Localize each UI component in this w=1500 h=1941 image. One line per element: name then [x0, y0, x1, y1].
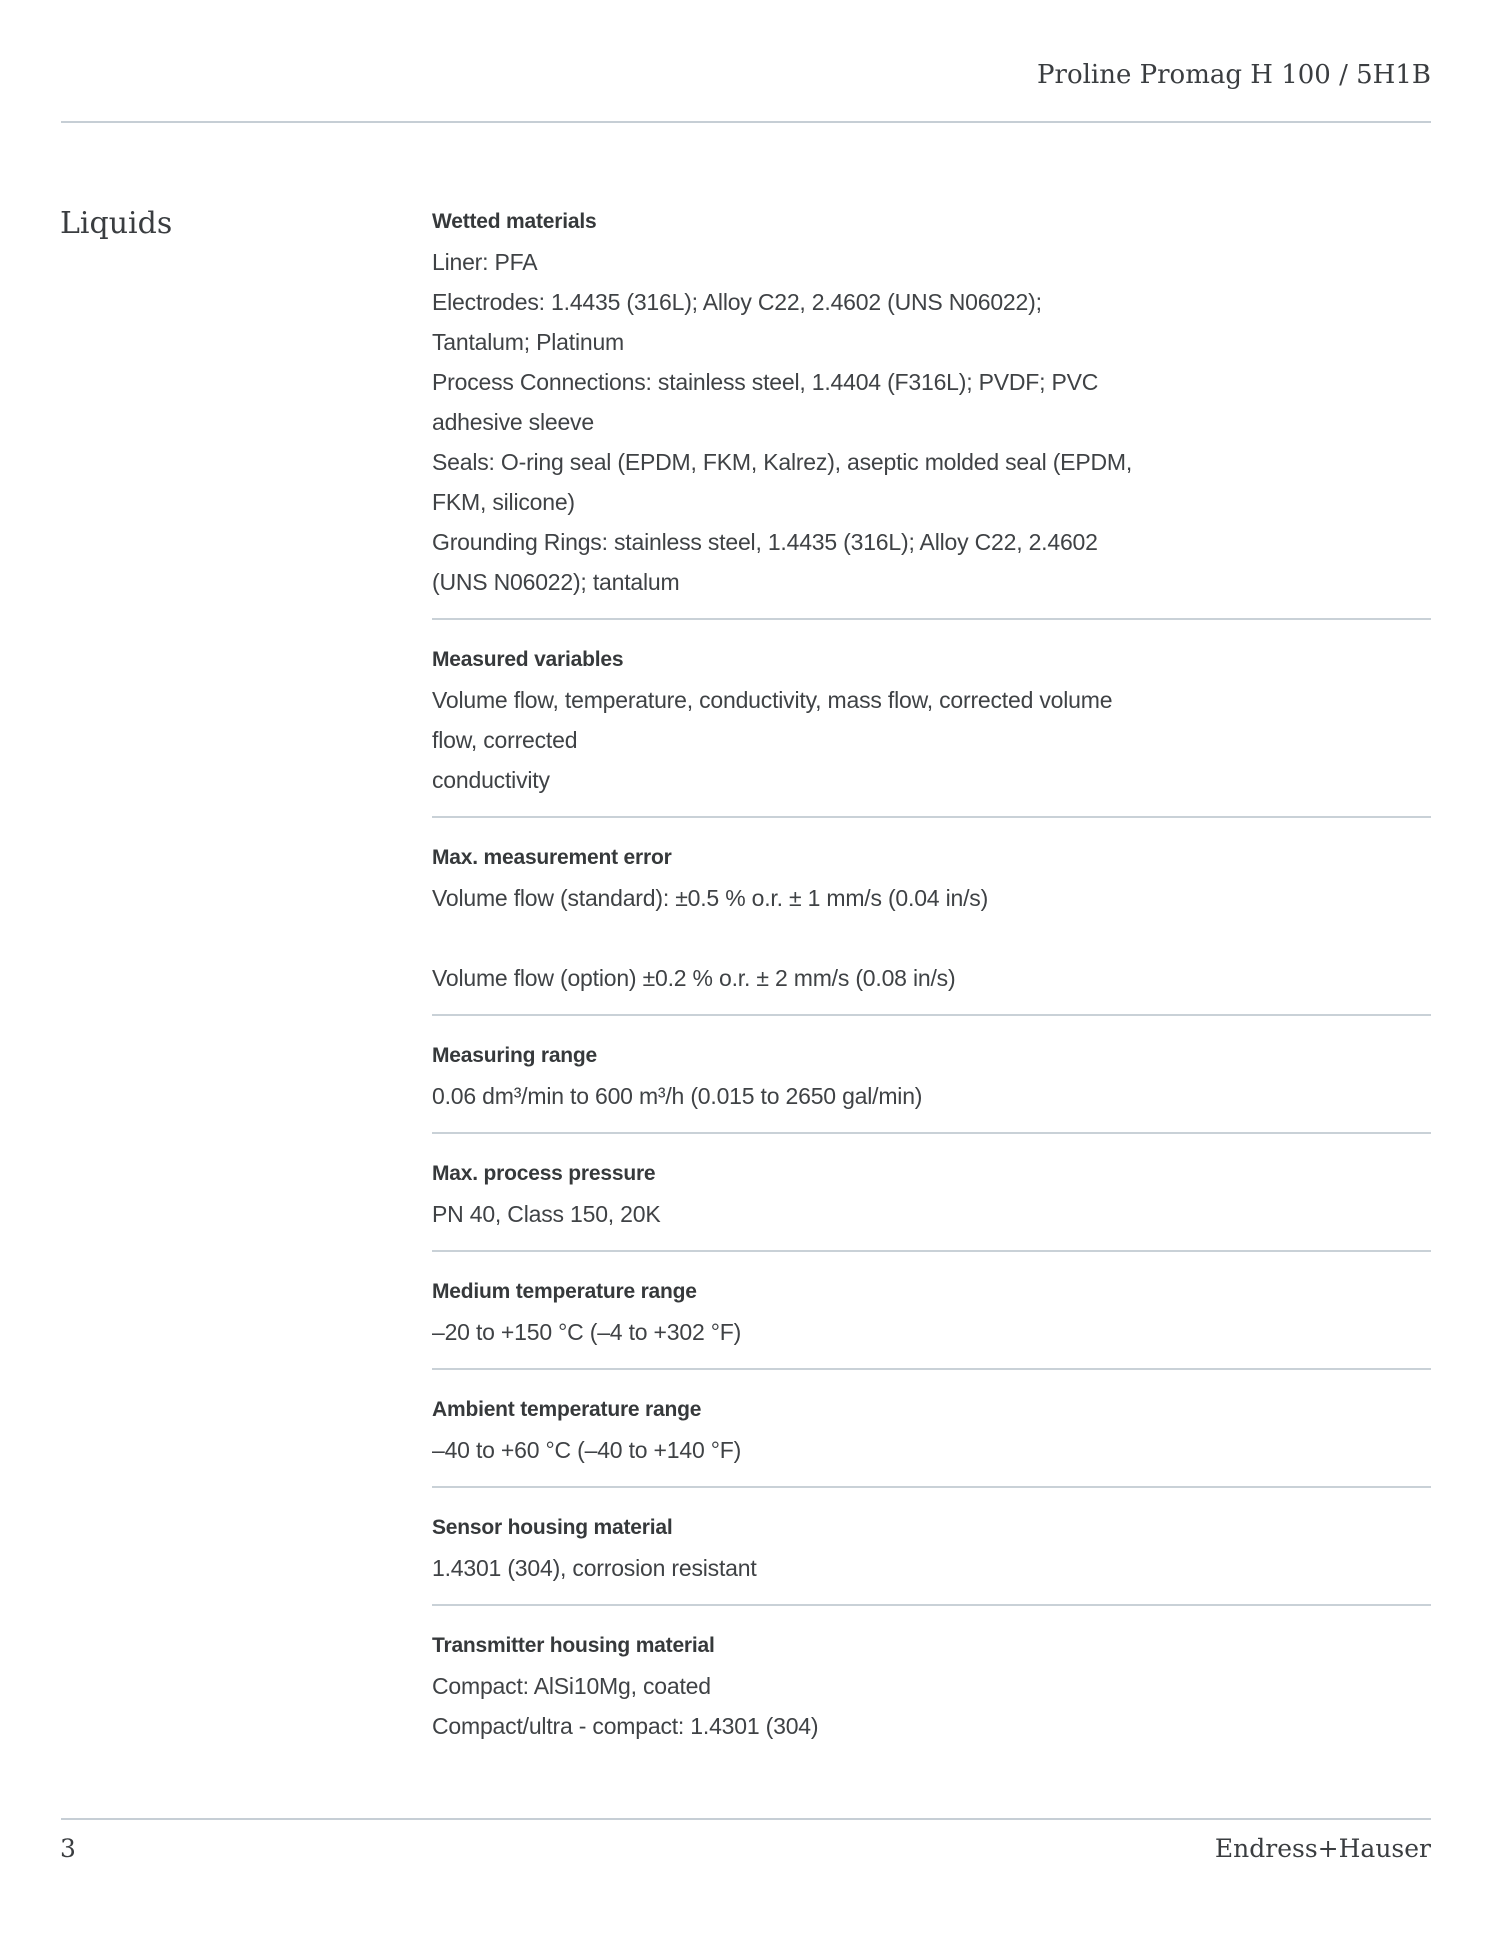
spec-line: PN 40, Class 150, 20K	[432, 1201, 661, 1227]
header-rule	[61, 121, 1431, 123]
spec-line: Volume flow, temperature, conductivity, mass flow, corrected volume	[432, 687, 1113, 713]
section-heading: Max. measurement error	[432, 846, 672, 869]
spec-line: Grounding Rings: stainless steel, 1.4435 (316L); Alloy C22, 2.4602	[432, 529, 1098, 555]
section-divider	[432, 1250, 1431, 1252]
section-divider	[432, 1368, 1431, 1370]
specs-column	[432, 202, 1431, 1746]
spec-line: Compact: AlSi10Mg, coated	[432, 1673, 711, 1699]
spec-section-ambient-temperature-range	[432, 1390, 1431, 1470]
document-body	[60, 202, 1431, 1746]
spec-line: Liner: PFA	[432, 249, 538, 275]
section-divider	[432, 1604, 1431, 1606]
spec-section-measuring-range	[432, 1036, 1431, 1116]
spec-line: Process Connections: stainless steel, 1.4404 (F316L); PVDF; PVC	[432, 369, 1099, 395]
section-heading: Medium temperature range	[432, 1280, 697, 1303]
spec-section-medium-temperature-range	[432, 1272, 1431, 1352]
page-number: 3	[60, 1834, 76, 1863]
spec-section-wetted-materials	[432, 202, 1431, 602]
section-heading: Measured variables	[432, 648, 624, 671]
spec-line: (UNS N06022); tantalum	[432, 569, 680, 595]
spec-line: –40 to +60 °C (–40 to +140 °F)	[432, 1437, 742, 1463]
spec-line: Compact/ultra - compact: 1.4301 (304)	[432, 1713, 819, 1739]
spec-line: –20 to +150 °C (–4 to +302 °F)	[432, 1319, 742, 1345]
section-label-liquids: Liquids	[60, 206, 173, 241]
left-column	[60, 202, 432, 246]
company-name: Endress+Hauser	[1214, 1834, 1431, 1863]
spec-section-transmitter-housing-material	[432, 1626, 1431, 1746]
spec-section-measured-variables	[432, 640, 1431, 800]
spec-section-max-process-pressure	[432, 1154, 1431, 1234]
section-heading: Wetted materials	[432, 210, 597, 233]
spec-line: Seals: O-ring seal (EPDM, FKM, Kalrez), aseptic molded seal (EPDM,	[432, 449, 1133, 475]
section-divider	[432, 1486, 1431, 1488]
section-heading: Ambient temperature range	[432, 1398, 702, 1421]
spec-line: flow, corrected	[432, 727, 578, 753]
spec-line: Electrodes: 1.4435 (316L); Alloy C22, 2.4602 (UNS N06022);	[432, 289, 1042, 315]
spec-line: 1.4301 (304), corrosion resistant	[432, 1555, 757, 1581]
spec-line: 0.06 dm³/min to 600 m³/h (0.015 to 2650 gal/min)	[432, 1083, 923, 1109]
spec-line: Volume flow (option) ±0.2 % o.r. ± 2 mm/s (0.08 in/s)	[432, 965, 956, 991]
section-heading: Max. process pressure	[432, 1162, 656, 1185]
section-heading: Sensor housing material	[432, 1516, 673, 1539]
spec-section-max-measurement-error	[432, 838, 1431, 998]
spec-section-sensor-housing-material	[432, 1508, 1431, 1588]
section-heading: Measuring range	[432, 1044, 598, 1067]
spec-line: Tantalum; Platinum	[432, 329, 624, 355]
spec-line: conductivity	[432, 767, 550, 793]
spec-line: FKM, silicone)	[432, 489, 575, 515]
section-heading: Transmitter housing material	[432, 1634, 715, 1657]
spec-line: adhesive sleeve	[432, 409, 594, 435]
spec-line-blank	[432, 918, 1431, 958]
spec-line: Volume flow (standard): ±0.5 % o.r. ± 1 mm/s (0.04 in/s)	[432, 885, 989, 911]
footer-rule	[61, 1818, 1431, 1820]
section-divider	[432, 1132, 1431, 1134]
section-divider	[432, 816, 1431, 818]
section-divider	[432, 618, 1431, 620]
section-divider	[432, 1014, 1431, 1016]
page-title: Proline Promag H 100 / 5H1B	[1037, 60, 1431, 90]
